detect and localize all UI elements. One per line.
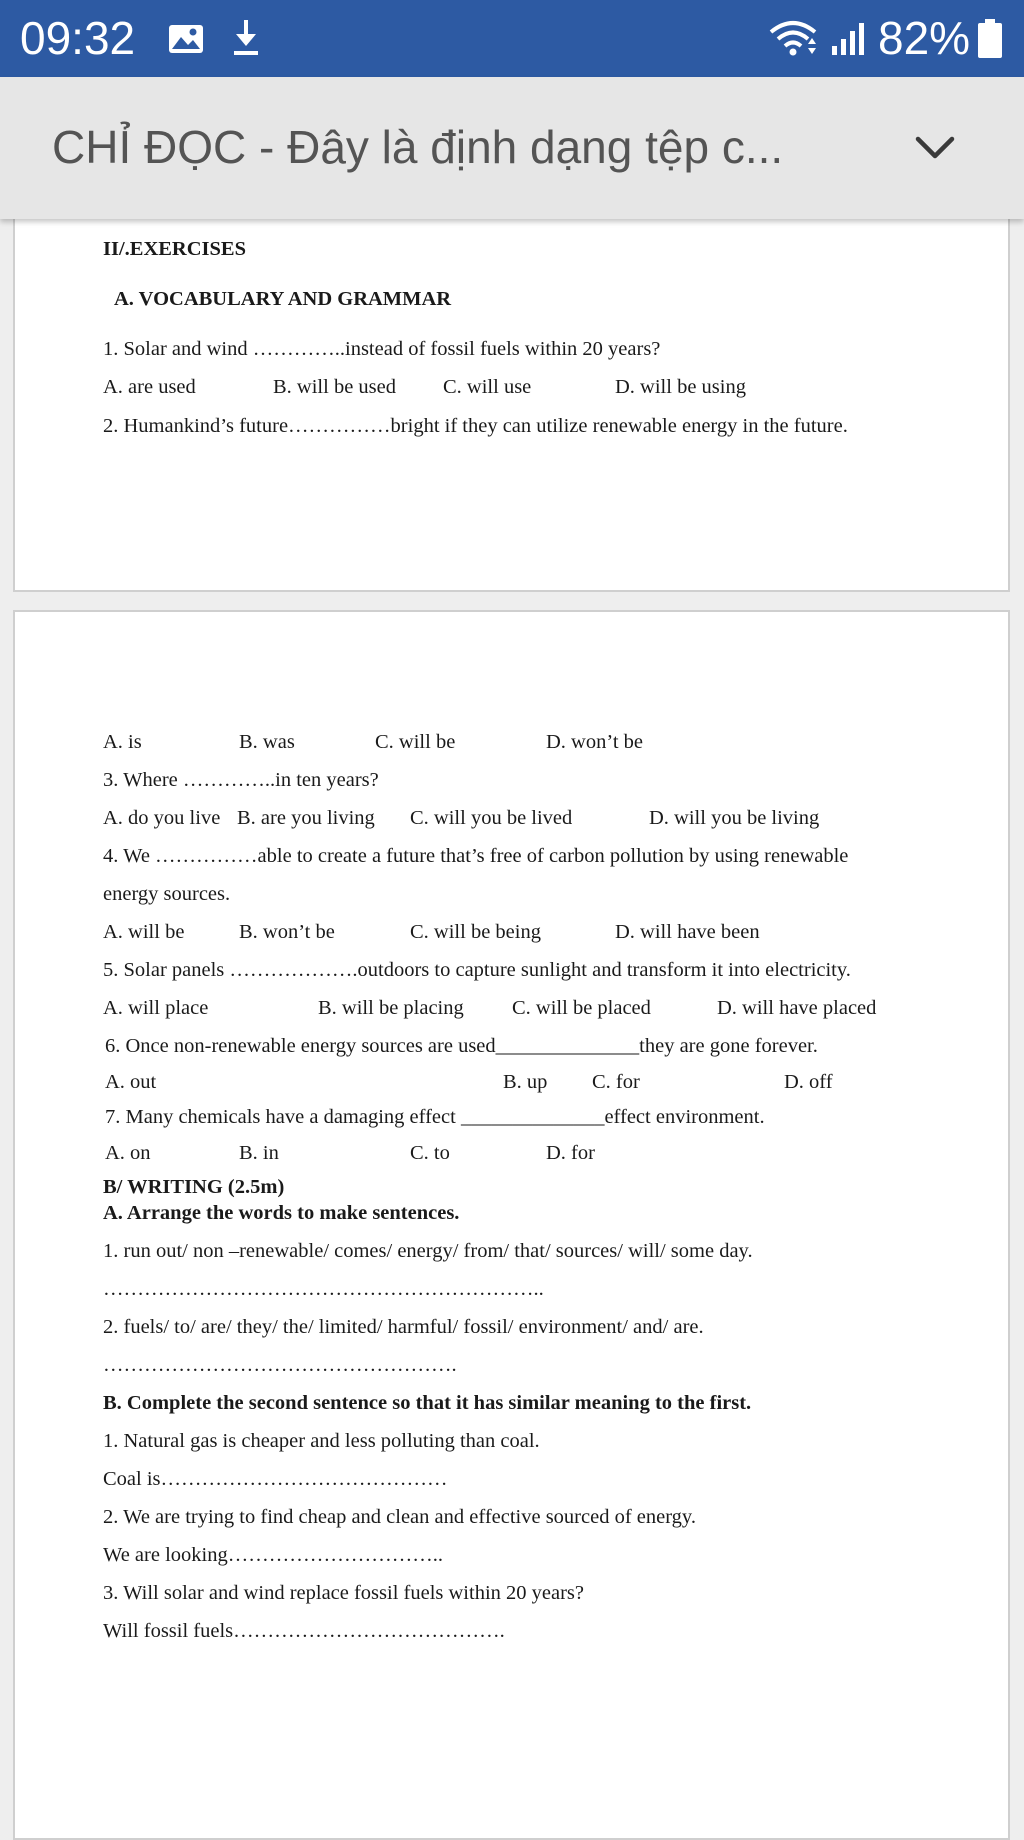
rewrite-answer-2: We are looking…………………………..	[103, 1544, 443, 1566]
answer-option: A. is	[103, 731, 142, 753]
rewrite-item-1: 1. Natural gas is cheaper and less polluting than coal.	[103, 1430, 540, 1452]
writing-heading: B/ WRITING (2.5m)	[103, 1176, 285, 1198]
document-title[interactable]: CHỈ ĐỌC - Đây là định dạng tệp c...	[52, 121, 784, 173]
answer-option: C. will you be lived	[410, 807, 573, 829]
arrange-heading: A. Arrange the words to make sentences.	[103, 1202, 460, 1224]
rewrite-answer-3: Will fossil fuels………………………………….	[103, 1620, 505, 1642]
answer-option: C. for	[592, 1071, 640, 1093]
chevron-down-icon[interactable]	[910, 123, 960, 173]
rewrite-item-3: 3. Will solar and wind replace fossil fuels within 20 years?	[103, 1582, 584, 1604]
answer-option: A. are used	[103, 376, 196, 398]
answer-option: D. will have placed	[717, 997, 877, 1019]
rewrite-answer-1: Coal is……………………………………	[103, 1468, 448, 1490]
answer-option: D. will you be living	[649, 807, 820, 829]
rewrite-item-2: 2. We are trying to find cheap and clean and effective sourced of energy.	[103, 1506, 696, 1528]
answer-option: A. on	[105, 1142, 151, 1164]
answer-option: C. will use	[443, 376, 532, 398]
answer-option: C. will be	[375, 731, 456, 753]
document-page-1	[13, 200, 1010, 592]
document-page-2	[13, 610, 1010, 1840]
question-5: 5. Solar panels ……………….outdoors to capture sunlight and transform it into electricity.	[103, 959, 851, 981]
question-6: 6. Once non-renewable energy sources are used______________they are gone forever.	[105, 1035, 818, 1057]
answer-option: A. out	[105, 1071, 157, 1093]
question-4-continued: energy sources.	[103, 883, 231, 905]
image-icon	[168, 24, 204, 59]
answer-option: B. will be placing	[318, 997, 464, 1019]
answer-option: C. will be placed	[512, 997, 651, 1019]
answer-option: D. won’t be	[546, 731, 643, 753]
wifi-icon	[768, 18, 818, 61]
battery-icon	[977, 19, 1003, 64]
download-icon	[233, 20, 259, 61]
question-2: 2. Humankind’s future……………bright if they can utilize renewable energy in the future.	[103, 415, 848, 437]
question-1: 1. Solar and wind …………..instead of fossil fuels within 20 years?	[103, 338, 661, 360]
answer-option: D. will have been	[615, 921, 760, 943]
vocabulary-grammar-heading: A. VOCABULARY AND GRAMMAR	[114, 288, 452, 310]
answer-option: C. to	[410, 1142, 450, 1164]
answer-option: B. will be used	[273, 376, 396, 398]
answer-option: A. do you live	[103, 807, 221, 829]
exercises-heading: II/.EXERCISES	[103, 238, 246, 260]
answer-option: D. for	[546, 1142, 595, 1164]
answer-option: B. up	[503, 1071, 548, 1093]
arrange-item-2: 2. fuels/ to/ are/ they/ the/ limited/ harmful/ fossil/ environment/ and/ are.	[103, 1316, 704, 1338]
answer-option: C. will be being	[410, 921, 541, 943]
answer-option: B. in	[239, 1142, 279, 1164]
answer-blank: ………………………………………………………..	[103, 1278, 544, 1300]
status-bar	[0, 0, 1024, 77]
answer-option: B. won’t be	[239, 921, 335, 943]
question-3: 3. Where …………..in ten years?	[103, 769, 379, 791]
answer-option: D. will be using	[615, 376, 746, 398]
status-time: 09:32	[20, 12, 136, 64]
answer-option: B. was	[239, 731, 295, 753]
arrange-item-1: 1. run out/ non –renewable/ comes/ energy/ from/ that/ sources/ will/ some day.	[103, 1240, 753, 1262]
document-title-bar	[0, 77, 1024, 219]
answer-blank: …………………………………………….	[103, 1354, 457, 1376]
question-4: 4. We ……………able to create a future that’s free of carbon pollution by using renewable	[103, 845, 849, 867]
answer-option: A. will place	[103, 997, 209, 1019]
rewrite-heading: B. Complete the second sentence so that it has similar meaning to the first.	[103, 1392, 752, 1414]
question-7: 7. Many chemicals have a damaging effect ______________effect environment.	[105, 1106, 765, 1128]
answer-option: D. off	[784, 1071, 833, 1093]
battery-percentage: 82%	[878, 12, 971, 64]
signal-icon	[830, 22, 870, 61]
answer-option: B. are you living	[237, 807, 375, 829]
answer-option: A. will be	[103, 921, 185, 943]
